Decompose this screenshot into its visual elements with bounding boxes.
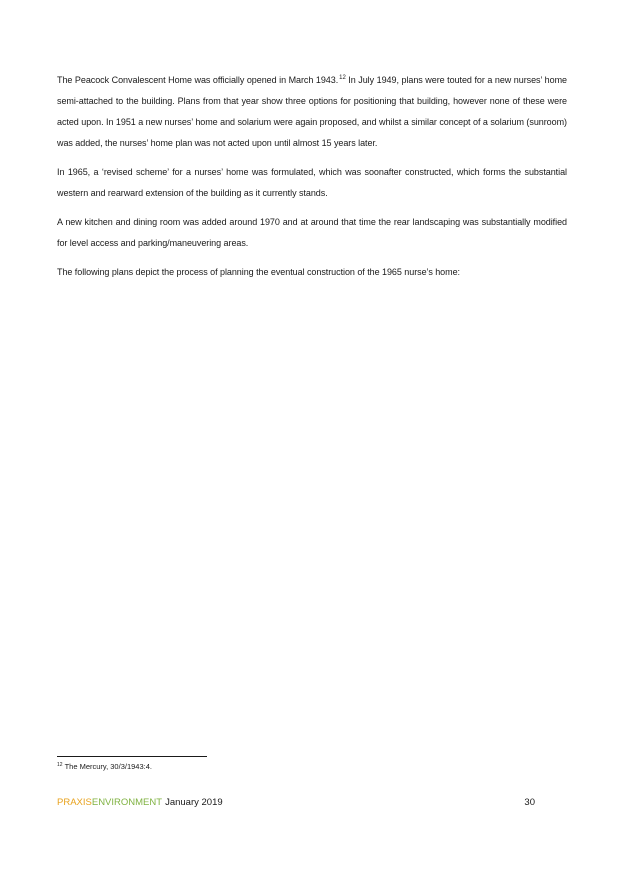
footnote-separator	[57, 756, 207, 757]
paragraph-opening-text-a: The Peacock Convalescent Home was officially opened in March 1943.	[57, 75, 339, 85]
paragraph-plans-intro: The following plans depict the process of planning the eventual construction of the 1965 nurse’s home:	[57, 267, 460, 277]
paragraph-kitchen-dining: A new kitchen and dining room was added around 1970 and at around that time the rear landscaping was substantially modified for level access and parking/maneuvering areas.	[57, 217, 567, 248]
paragraph-opening	[57, 70, 567, 154]
footer-date: January 2019	[165, 797, 223, 808]
footer-brand	[57, 797, 162, 808]
page-number: 30	[524, 797, 535, 808]
page-body	[57, 70, 567, 291]
footnote-reference-12[interactable]: 12	[339, 75, 346, 81]
paragraph-1965-scheme: In 1965, a ‘revised scheme’ for a nurses’ home was formulated, which was soonafter constructed, which forms the substantial western and rearward extension of the building as it currently stands.	[57, 167, 567, 198]
footer-brand-environment: ENVIRONMENT	[91, 797, 163, 808]
footnote-number: 12	[57, 761, 63, 768]
footnote	[57, 761, 152, 773]
paragraph-opening-text-b: In July 1949, plans were touted for a new nurses’ home semi-attached to the building. Plans from that year show three options for positioning that building, however none of these were acted upon. In 1951 a new nurses’ home and solarium were again proposed, and whilst a similar concept of a solarium (sunroom) was added, the nurses’ home plan was not acted upon until almost 15 years later.	[57, 75, 567, 148]
footnote-text: The Mercury, 30/3/1943:4.	[64, 762, 152, 771]
footer-brand-praxis: PRAXIS	[57, 797, 92, 808]
page-footer	[57, 796, 535, 810]
